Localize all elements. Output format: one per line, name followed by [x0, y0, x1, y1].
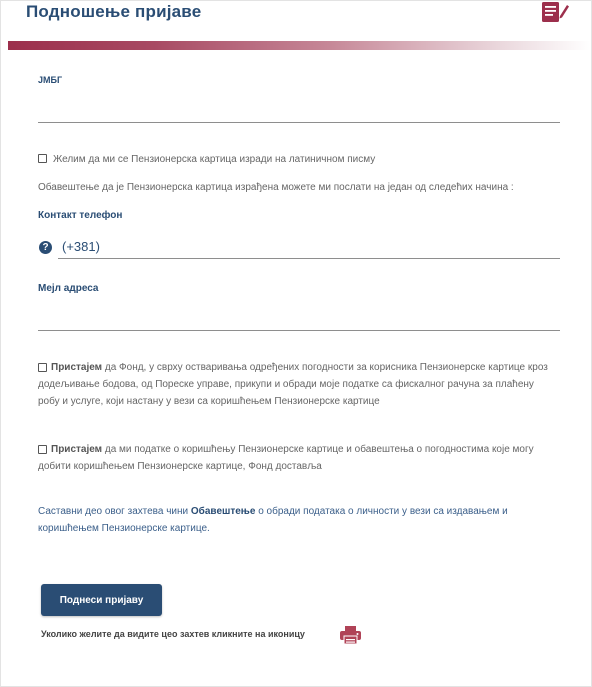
fiscal-consent-body: да Фонд, у сврху остваривања одређених погодности за корисника Пензионерске картице кроз додељивање бодова, од Пореске управе, прикупи и обради моје податке са фискалног рачуна за плаћену робу и услуге, који настану у вези са коришћењем Пензионерске картице	[38, 362, 548, 407]
phone-input[interactable]: (+381)	[62, 239, 100, 254]
email-input[interactable]	[38, 309, 560, 329]
accent-bar	[8, 41, 591, 50]
notifications-consent-text	[38, 441, 558, 475]
page-title: Подношење пријаве	[26, 2, 202, 21]
notifications-consent-strong: Пристајем	[51, 444, 103, 455]
page-header	[1, 1, 591, 41]
privacy-notice-prefix: Саставни део овог захтева чини	[38, 506, 191, 517]
print-instruction-text: Уколико желите да видите цео захтев кликните на иконицу	[41, 629, 305, 639]
jmbg-label: ЈМБГ	[38, 75, 63, 85]
email-input-underline	[38, 330, 560, 331]
fiscal-consent-text	[38, 359, 558, 410]
jmbg-input[interactable]	[38, 101, 560, 121]
privacy-notice-text	[38, 503, 558, 537]
notification-info-text: Обавештење да је Пензионерска картица израђена можете ми послати на један од следећих начина :	[38, 182, 514, 193]
submit-application-button[interactable]: Поднеси пријаву	[41, 584, 162, 616]
phone-label: Контакт телефон	[38, 210, 123, 221]
fiscal-consent-strong: Пристајем	[51, 362, 103, 373]
question-circle-icon[interactable]: ?	[39, 241, 52, 254]
printer-icon[interactable]	[339, 625, 362, 645]
notifications-consent-body: да ми податке о коришћењу Пензионерске картице и обавештења о погодностима које могу добити коришћењем Пензионерске картице, Фонд доставља	[38, 444, 534, 472]
latin-script-checkbox[interactable]	[38, 154, 47, 163]
email-label: Мејл адреса	[38, 283, 99, 294]
privacy-notice-suffix: о обради података о личности у вези са издавањем и коришћењем Пензионерске картице.	[38, 506, 508, 534]
privacy-notice-link[interactable]: Обавештење	[190, 506, 256, 517]
edit-document-icon	[540, 1, 570, 23]
jmbg-input-underline	[38, 122, 560, 123]
latin-script-label: Желим да ми се Пензионерска картица изради на латиничном писму	[53, 154, 376, 165]
phone-input-underline	[58, 258, 560, 259]
